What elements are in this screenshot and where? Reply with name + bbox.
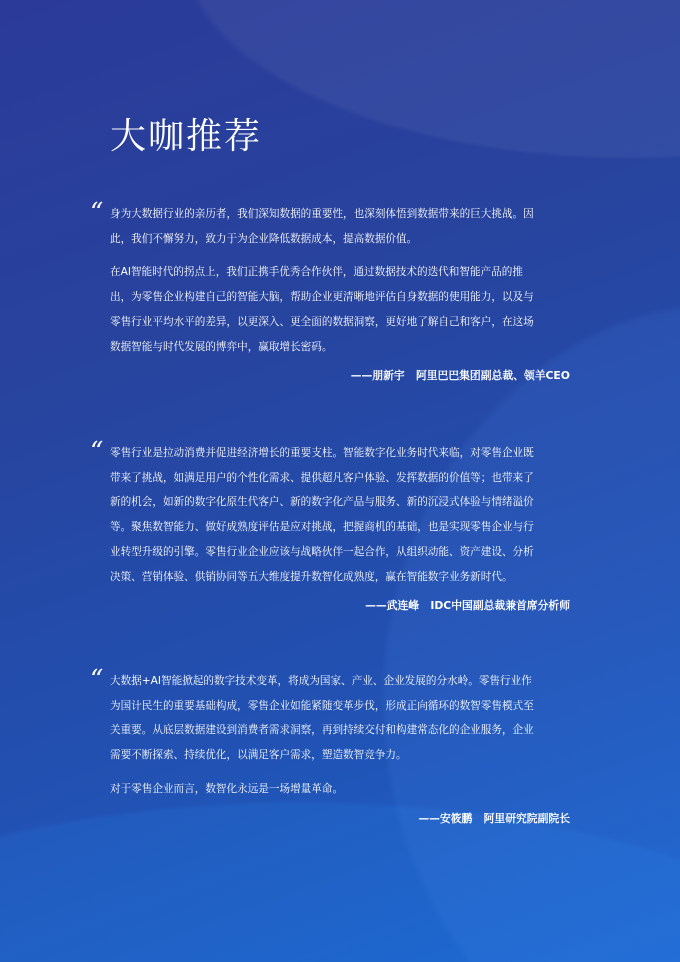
quote-block (90, 665, 570, 826)
quote-paragraph (110, 669, 570, 768)
quote-signature: ——武连峰 IDC中国副总裁兼首席分析师 (365, 599, 570, 613)
text-line: 业转型升级的引擎。零售行业企业应该与战略伙伴一起合作，从组织动能、资产建设、分析 (110, 545, 534, 558)
quote-mark-icon: “ (90, 198, 104, 228)
quote-signature: ——朋新宇 阿里巴巴集团副总裁、领羊CEO (350, 369, 570, 383)
quote-paragraph (110, 202, 570, 251)
text-line: 数据智能与时代发展的博弈中，赢取增长密码。 (110, 340, 333, 353)
text-line: 为国计民生的重要基础构成，零售企业如能紧随变革步伐，形成正向循环的数智零售模式至 (110, 699, 534, 712)
text-line: 零售行业平均水平的差异，以更深入、更全面的数据洞察，更好地了解自己和客户，在这场 (110, 315, 534, 328)
quote-block (90, 437, 570, 613)
quote-mark-icon: “ (90, 437, 104, 467)
quote-signature: ——安筱鹏 阿里研究院副院长 (418, 811, 570, 825)
text-line: 身为大数据行业的亲历者，我们深知数据的重要性，也深刻体悟到数据带来的巨大挑战。因 (110, 208, 534, 220)
quote-block (90, 198, 570, 383)
quote-paragraph (110, 260, 570, 359)
quote-paragraph (110, 777, 570, 802)
text-line: 对于零售企业而言，数智化永远是一场增量革命。 (110, 782, 344, 795)
text-line: 关重要。从底层数据建设到消费者需求洞察，再到持续交付和构建常态化的企业服务，企业 (110, 724, 534, 737)
text-line: 在AI智能时代的拐点上，我们正携手优秀合作伙伴，通过数据技术的迭代和智能产品的推 (110, 266, 523, 279)
text-line: 出，为零售企业构建自己的智能大脑，帮助企业更清晰地评估自身数据的使用能力，以及与 (110, 291, 534, 304)
text-line: 带来了挑战，如满足用户的个性化需求、提供超凡客户体验、发挥数据的价值等；也带来了 (110, 471, 534, 484)
text-line: 决策、营销体验、供销协同等五大维度提升数智化成熟度，赢在智能数字业务新时代。 (110, 570, 513, 583)
text-line: 零售行业是拉动消费并促进经济增长的重要支柱。智能数字化业务时代来临，对零售企业既 (110, 447, 534, 459)
text-line: 此，我们不懈努力，致力于为企业降低数据成本，提高数据价值。 (110, 232, 418, 245)
quote-mark-icon: “ (90, 665, 104, 695)
page-title: 大咖推荐 (110, 116, 263, 157)
text-line: 新的机会，如新的数字化原生代客户、新的数字化产品与服务、新的沉浸式体验与情绪溢价 (110, 496, 534, 509)
quote-paragraph (110, 441, 570, 589)
text-line: 需要不断探索、持续优化，以满足客户需求，塑造数智竞争力。 (110, 749, 407, 762)
text-line: 大数据+AI智能掀起的数字技术变革，将成为国家、产业、企业发展的分水岭。零售行业作 (110, 675, 532, 687)
text-line: 等。聚焦数智能力、做好成熟度评估是应对挑战，把握商机的基础，也是实现零售企业与行 (110, 521, 534, 534)
